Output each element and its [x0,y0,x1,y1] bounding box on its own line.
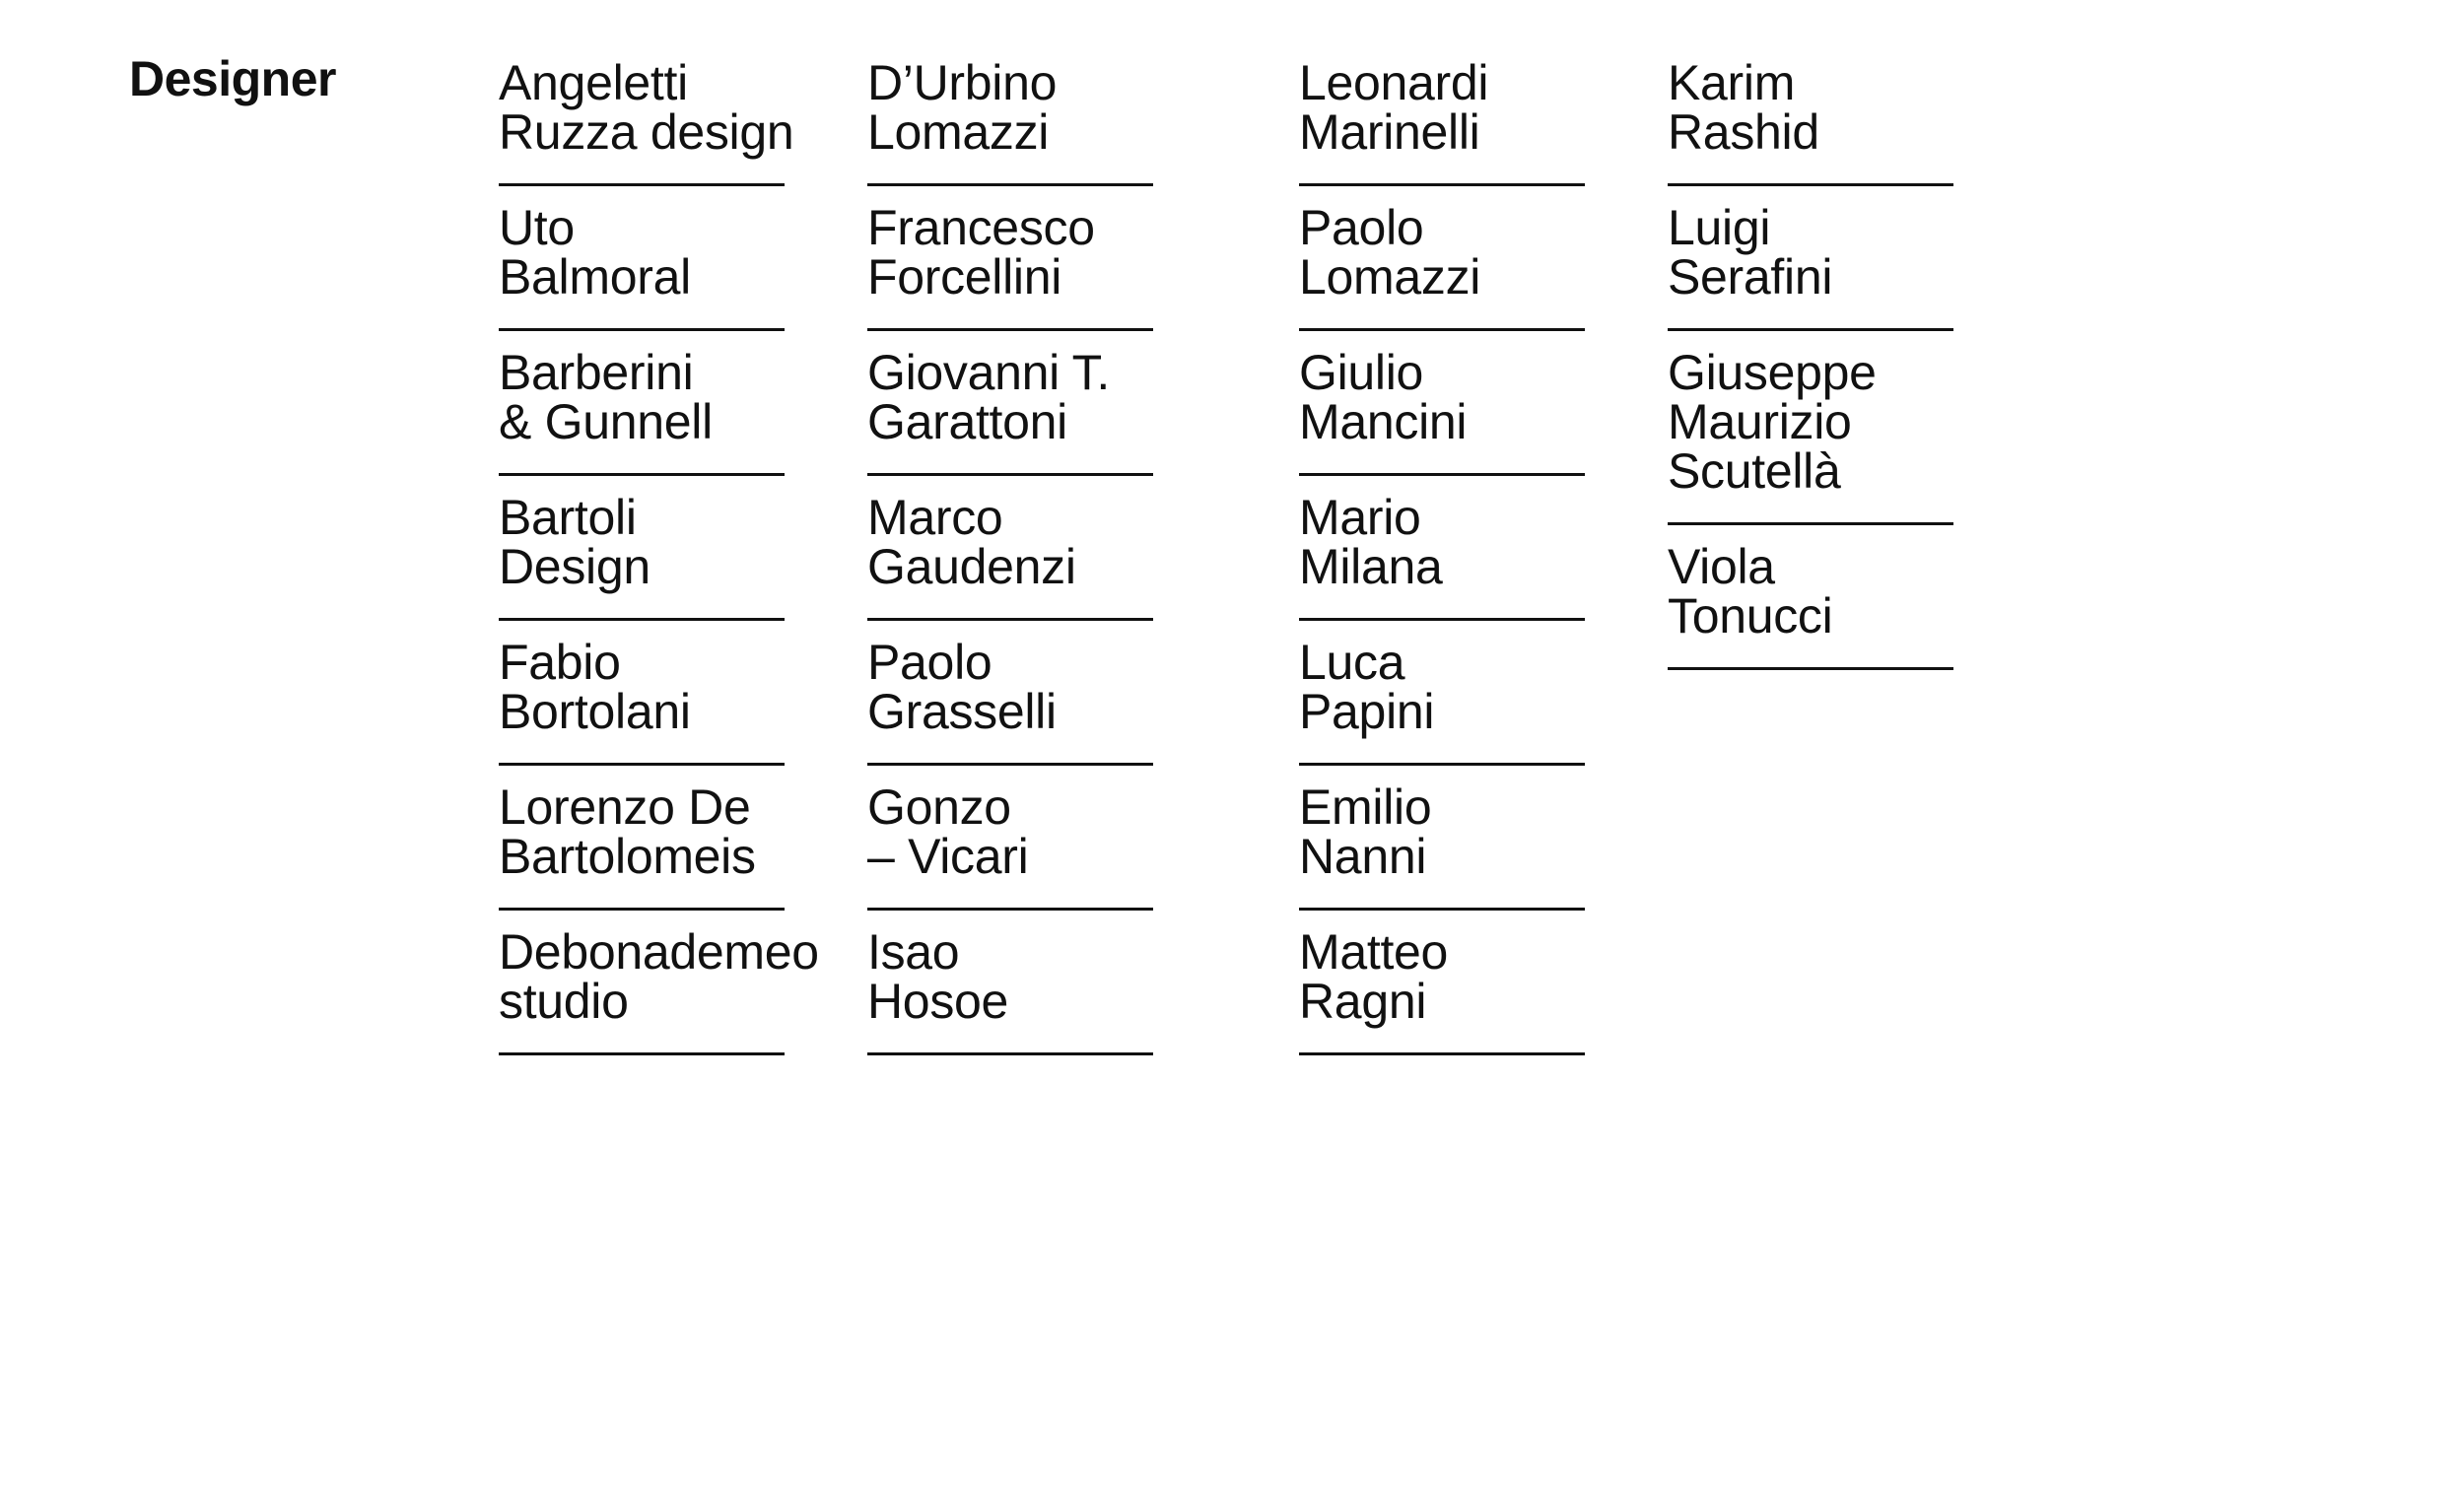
designer-name-line: & Gunnell [499,394,713,449]
designer-name-line: Tonucci [1668,588,1833,643]
designer-name-line: Marinelli [1299,104,1480,160]
designer-name-line: Bartoli [499,490,637,545]
designer-entry [1299,345,1585,476]
designer-entry [867,490,1153,621]
designer-name-line: Bortolani [499,684,691,739]
designer-entry [499,345,785,476]
designer-entry [1299,924,1585,1055]
designer-column-3 [1299,55,1585,1072]
designer-name-line: Marco [867,490,1003,545]
designer-entry [1299,635,1585,766]
designer-column-2 [867,55,1153,1072]
designer-name-line: Garattoni [867,394,1067,449]
designer-entry [867,635,1153,766]
designer-entry [867,55,1153,186]
designer-name-line: Gaudenzi [867,539,1076,594]
designer-name-line: Emilio [1299,779,1432,835]
designer-name-line: Lomazzi [867,104,1050,160]
designer-name-line: Paolo [1299,200,1424,255]
designer-name-line: Uto [499,200,575,255]
designer-entry [1668,539,1953,670]
designer-column-4 [1668,55,1953,687]
designer-entry [499,200,785,331]
designer-name-line: studio [499,974,629,1029]
designer-name-line: Francesco [867,200,1095,255]
designer-name-line: Balmoral [499,249,691,305]
designer-name-line: Fabio [499,635,621,690]
designer-name-line: Rashid [1668,104,1819,160]
designer-name-line: Barberini [499,345,694,400]
designer-entry [867,924,1153,1055]
designer-name-line: Scutellà [1668,443,1841,499]
designer-entry [867,345,1153,476]
designer-name-line: Lorenzo De [499,779,751,835]
designer-entry [1299,55,1585,186]
designer-entry [499,924,819,1055]
designer-name-line: Bartolomeis [499,829,756,884]
designer-entry [499,490,785,621]
designer-name-line: Serafini [1668,249,1833,305]
designer-entry [499,635,785,766]
designer-name-line: Debonademeo [499,924,819,980]
designer-name-line: Mancini [1299,394,1468,449]
designer-name-line: Design [499,539,650,594]
designer-name-line: – Vicari [867,829,1029,884]
designer-entry [1668,345,1953,525]
designer-entry [1668,55,1953,186]
designer-entry [499,779,785,911]
section-heading: Designer [129,51,336,106]
designer-name-line: Luigi [1668,200,1771,255]
designer-name-line: Papini [1299,684,1435,739]
designer-name-line: Milana [1299,539,1443,594]
designer-name-line: D’Urbino [867,55,1058,110]
designer-name-line: Matteo [1299,924,1449,980]
designer-name-line: Gonzo [867,779,1011,835]
designer-name-line: Mario [1299,490,1421,545]
designer-entry [1299,490,1585,621]
designer-name-line: Nanni [1299,829,1427,884]
designer-name-line: Lomazzi [1299,249,1481,305]
designer-name-line: Angeletti [499,55,688,110]
designer-name-line: Forcellini [867,249,1062,305]
designer-name-line: Ruzza design [499,104,794,160]
designer-name-line: Viola [1668,539,1775,594]
designer-name-line: Isao [867,924,960,980]
designer-entry [1299,200,1585,331]
designer-name-line: Leonardi [1299,55,1489,110]
designer-name-line: Hosoe [867,974,1009,1029]
designer-column-1 [499,55,819,1072]
designer-entry [499,55,794,186]
designer-name-line: Maurizio [1668,394,1852,449]
designer-name-line: Giovanni T. [867,345,1110,400]
designer-name-line: Giulio [1299,345,1424,400]
designer-name-line: Luca [1299,635,1405,690]
designer-name-line: Giuseppe [1668,345,1877,400]
designer-name-line: Paolo [867,635,992,690]
designer-entry [1299,779,1585,911]
designer-entry [1668,200,1953,331]
designer-name-line: Ragni [1299,974,1427,1029]
designer-name-line: Karim [1668,55,1796,110]
designer-entry [867,779,1153,911]
designer-entry [867,200,1153,331]
designer-name-line: Grasselli [867,684,1057,739]
